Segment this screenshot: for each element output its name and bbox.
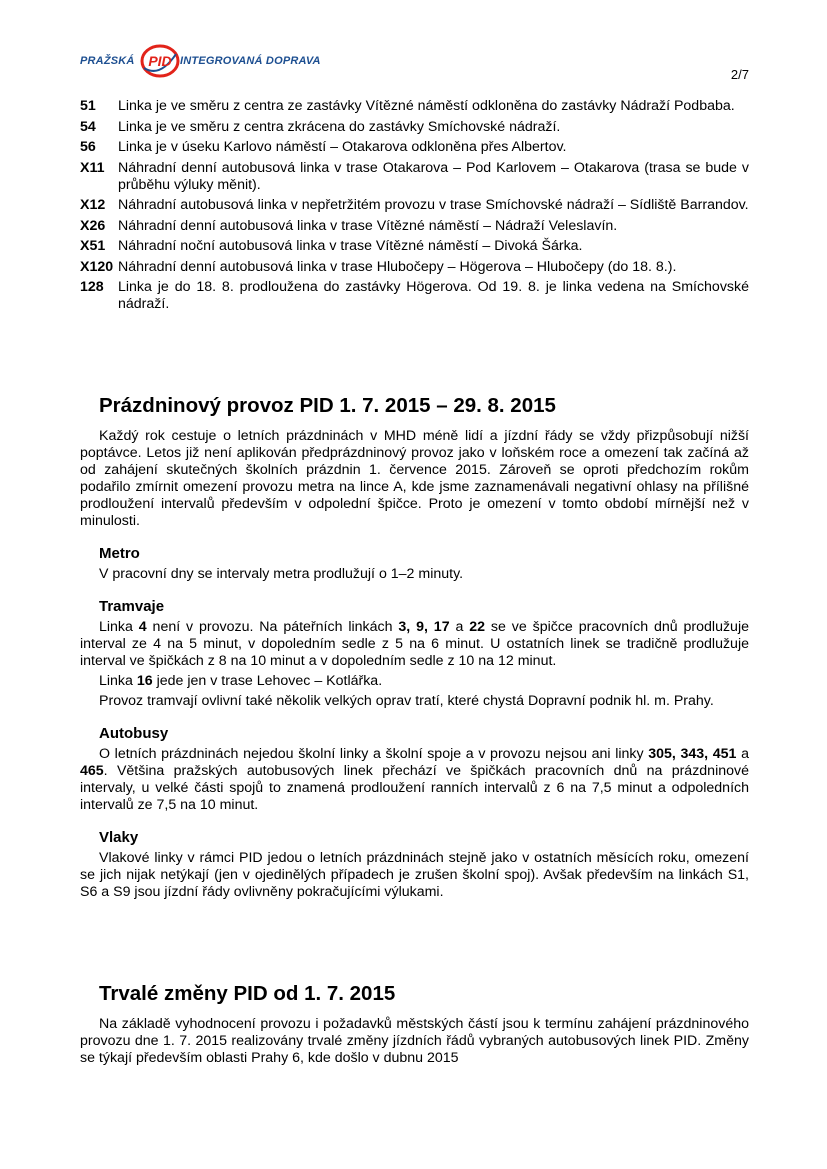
pid-logo-icon	[140, 44, 180, 78]
metro-heading: Metro	[99, 545, 140, 562]
logo-text-right: INTEGROVANÁ DOPRAVA	[180, 55, 321, 67]
line-number: X51	[80, 238, 106, 254]
tram-paragraph-1: Linka 4 není v provozu. Na páteřních linkách 3, 9, 17 a 22 se ve špičce pracovních dnů prodlužuje interval ze 4 na 5 minut, v dopoledním sedle z 5 na 6 minut. U ostatních linek se tradičně prodlužuje interval ve špičkách z 8 na 10 minut a v dopoledním sedle z 10 na 12 minut.	[80, 619, 749, 669]
line-change-row	[80, 238, 749, 255]
line-change-row	[80, 160, 749, 194]
tram-heading: Tramvaje	[99, 598, 165, 615]
line-description: Náhradní denní autobusová linka v trase Hlubočepy – Högerova – Hlubočepy (do 18. 8.).	[118, 258, 677, 275]
line-change-row	[80, 139, 749, 156]
line-number: X120	[80, 258, 114, 275]
trains-paragraph: Vlakové linky v rámci PID jedou o letních prázdninách stejně jako v ostatních měsících roku, omezení se jich nijak netýkají (jen v ojedinělých případech je zrušen školní spoj). Avšak především na linkách S1, S6 a S9 jsou jízdní řády ovlivněny pokračujícími výlukami.	[80, 850, 749, 900]
bus-heading: Autobusy	[99, 725, 169, 742]
line-changes-list	[80, 98, 749, 317]
logo-text-left: PRAŽSKÁ	[80, 55, 135, 67]
line-description: Náhradní autobusová linka v nepřetržitém provozu v trase Smíchovské nádraží – Sídliště Barrandov.	[118, 197, 749, 213]
bus-paragraph: O letních prázdninách nejedou školní linky a školní spoje a v provozu nejsou ani linky 305, 343, 451 a 465. Většina pražských autobusových linek přechází ve špičkách pracovních dnů na prázdninové intervaly, u velké části spojů to znamená prodloužení ranních intervalů z 6 na 7,5 minut a odpoledních intervalů ze 7,5 na 10 minut.	[80, 746, 749, 813]
line-description: Náhradní denní autobusová linka v trase Vítězné náměstí – Nádraží Veleslavín.	[118, 217, 618, 234]
line-description: Linka je do 18. 8. prodloužena do zastávky Högerova. Od 19. 8. je linka vedena na Smíchovské nádraží.	[118, 279, 749, 312]
line-description: Linka je ve směru z centra ze zastávky Vítězné náměstí odkloněna do zastávky Nádraží Podbaba.	[118, 98, 735, 114]
line-change-row	[80, 98, 749, 115]
line-number: 54	[80, 118, 96, 135]
line-description: Linka je ve směru z centra zkrácena do zastávky Smíchovské nádraží.	[118, 118, 561, 135]
tram-paragraph-3: Provoz tramvají ovlivní také několik velkých oprav tratí, které chystá Dopravní podnik hl. m. Prahy.	[99, 693, 714, 709]
permanent-section	[80, 982, 749, 1070]
line-change-row	[80, 218, 749, 235]
pid-mark-text: PID	[148, 53, 172, 69]
line-number: X26	[80, 217, 106, 234]
line-change-row	[80, 119, 749, 136]
line-number: 128	[80, 279, 104, 295]
line-number: 56	[80, 139, 96, 155]
line-description: Náhradní denní autobusová linka v trase Otakarova – Pod Karlovem – Otakarova (trasa se bude v průběhu výluky měnit).	[118, 159, 749, 193]
line-number: X11	[80, 159, 105, 176]
pid-logo	[80, 44, 340, 78]
permanent-title: Trvalé změny PID od 1. 7. 2015	[99, 982, 396, 1005]
summer-section	[80, 394, 749, 904]
summer-title: Prázdninový provoz PID 1. 7. 2015 – 29. 8. 2015	[99, 394, 556, 417]
line-number: 51	[80, 98, 96, 114]
line-change-row	[80, 279, 749, 313]
line-description: Náhradní noční autobusová linka v trase Vítězné náměstí – Divoká Šárka.	[118, 238, 583, 254]
permanent-intro: Na základě vyhodnocení provozu i požadavků městských částí jsou k termínu zahájení prázdninového provozu dne 1. 7. 2015 realizovány trvalé změny jízdních řádů vybraných autobusových linek PID. Změny se týkají především oblasti Prahy 6, kde došlo v dubnu 2015	[80, 1016, 749, 1066]
line-number: X12	[80, 197, 106, 213]
metro-text: V pracovní dny se intervaly metra prodlužují o 1–2 minuty.	[99, 566, 464, 582]
tram-paragraph-2: Linka 16 jede jen v trase Lehovec – Kotlářka.	[99, 673, 383, 689]
page-number: 2/7	[730, 67, 749, 82]
line-description: Linka je v úseku Karlovo náměstí – Otakarova odkloněna přes Albertov.	[118, 139, 567, 155]
trains-heading: Vlaky	[99, 829, 139, 846]
summer-intro: Každý rok cestuje o letních prázdninách v MHD méně lidí a jízdní řády se vždy přizpůsobují nižší poptávce. Letos již není aplikován předprázdninový provoz jako v loňském roce a omezení tak začíná až od zahájení skutečných školních prázdnin 1. července 2015. Zároveň se oproti předchozím rokům podařilo zmírnit omezení provozu metra na lince A, kde jsme zaznamenávali negativní ohlasy na přílišné prodloužení intervalů především v odpolední špičce. Proto je omezení v tomto období mírnější než v minulosti.	[80, 428, 749, 529]
line-change-row	[80, 197, 749, 214]
line-change-row	[80, 259, 749, 276]
